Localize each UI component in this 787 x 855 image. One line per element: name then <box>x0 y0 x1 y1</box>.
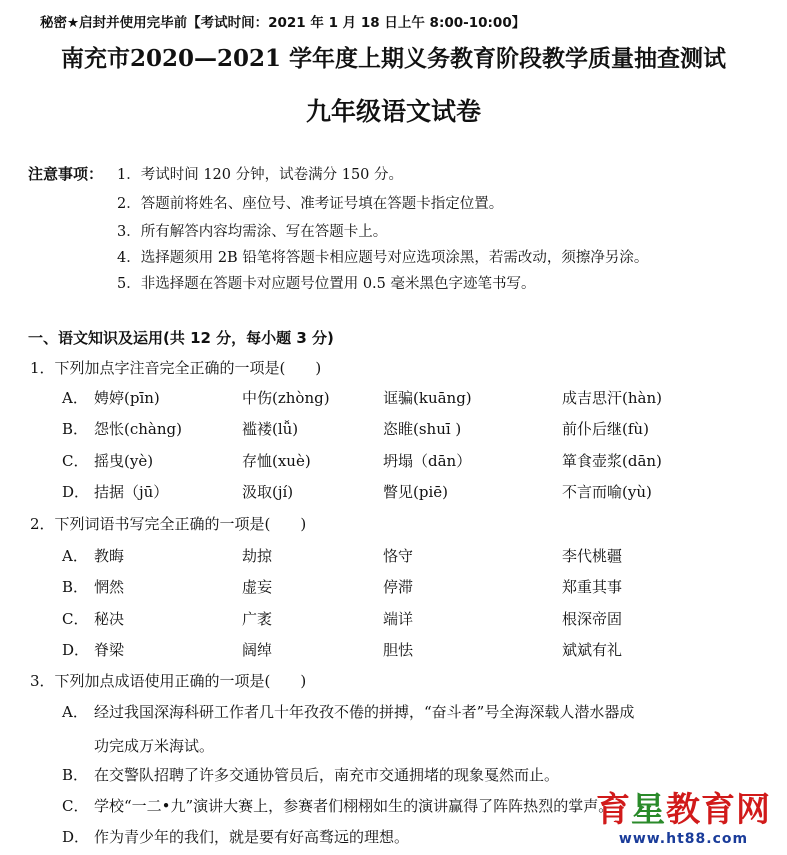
option-item: 前仆后继(fù) <box>562 420 649 438</box>
option-item: 汲取(jí) <box>242 483 294 501</box>
option-letter: A． <box>62 547 88 565</box>
option-item: 瞥见(piē) <box>383 483 448 501</box>
option-item: 脊梁 <box>94 641 125 659</box>
option-item: 存恤(xuè) <box>242 452 311 470</box>
section-title: 一、语文知识及运用(共 12 分，每小题 3 分) <box>28 329 334 347</box>
option-item: 惘然 <box>94 578 125 596</box>
option-item: 中伤(zhòng) <box>242 389 330 407</box>
note-item: 4．选择题须用 2B 铅笔将答题卡相应题号对应选项涂黑，若需改动，须擦净另涂。 <box>117 250 649 266</box>
option-item: 广袤 <box>242 610 273 628</box>
option-item: 拮据（jū） <box>94 483 169 501</box>
option-letter: C． <box>62 797 89 815</box>
option-item: 怨怅(chàng) <box>94 420 182 438</box>
option-item: 李代桃疆 <box>562 547 623 565</box>
option-item: 劫掠 <box>242 547 273 565</box>
question-2-stem: 2．下列词语书写完全正确的一项是( ) <box>30 515 307 533</box>
question-1-stem: 1．下列加点字注音完全正确的一项是( ) <box>30 359 322 377</box>
option-item: 成吉思汗(hàn) <box>562 389 662 407</box>
secret-header: 秘密★启封并使用完毕前【考试时间：2021 年 1 月 18 日上午 8:00-10:00】 <box>40 15 526 31</box>
option-letter: D． <box>62 828 90 846</box>
option-letter: A． <box>62 703 88 721</box>
option-item: 褴褛(lǚ) <box>242 420 299 438</box>
option-item: 斌斌有礼 <box>562 641 623 659</box>
option-item: 虚妄 <box>242 578 273 596</box>
option-letter: C． <box>62 610 89 628</box>
watermark-url: www.ht88.com <box>618 831 749 847</box>
option-item: 诓骗(kuāng) <box>383 389 472 407</box>
option-text-continued: 功完成万米海试。 <box>94 737 215 755</box>
option-item: 箪食壶浆(dān) <box>562 452 662 470</box>
paper-title: 九年级语文试卷 <box>305 97 481 126</box>
option-item: 恣睢(shuī ) <box>383 420 462 438</box>
option-item: 恪守 <box>383 547 414 565</box>
notes-label: 注意事项： <box>28 165 104 183</box>
watermark <box>596 782 771 847</box>
option-item: 郑重其事 <box>562 578 623 596</box>
option-letter: B． <box>62 420 89 438</box>
option-item: 端详 <box>383 610 414 628</box>
question-3-stem: 3．下列加点成语使用正确的一项是( ) <box>30 672 307 690</box>
option-letter: A． <box>62 389 88 407</box>
option-item: 胆怯 <box>383 641 414 659</box>
option-letter: D． <box>62 641 90 659</box>
option-text: 学校“一二•九”演讲大赛上，参赛者们栩栩如生的演讲赢得了阵阵热烈的掌声。 <box>94 797 614 815</box>
option-item: 娉婷(pīn) <box>94 389 160 407</box>
option-item: 坍塌（dān） <box>383 452 472 470</box>
note-item: 1．考试时间 120 分钟，试卷满分 150 分。 <box>117 167 404 183</box>
note-item: 5．非选择题在答题卡对应题号位置用 0.5 毫米黑色字迹笔书写。 <box>117 276 536 292</box>
option-letter: B． <box>62 578 89 596</box>
option-item: 教晦 <box>94 547 125 565</box>
note-item: 3．所有解答内容均需涂、写在答题卡上。 <box>117 224 388 240</box>
option-item: 不言而喻(yù) <box>562 483 652 501</box>
option-item: 停滞 <box>383 578 414 596</box>
option-text: 经过我国深海科研工作者几十年孜孜不倦的拼搏，“奋斗者”号全海深载人潜水器成 <box>94 703 635 721</box>
watermark-logo: 育星教育网 <box>596 790 771 830</box>
option-item: 根深帝固 <box>562 610 623 628</box>
option-item: 秘决 <box>94 610 125 628</box>
option-letter: C． <box>62 452 89 470</box>
option-text: 作为青少年的我们，就是要有好高骛远的理想。 <box>94 828 410 846</box>
exam-title: 南充市2020—2021 学年度上期义务教育阶段教学质量抽查测试 <box>60 45 727 72</box>
option-letter: B． <box>62 766 89 784</box>
option-item: 阔绰 <box>242 641 273 659</box>
option-letter: D． <box>62 483 90 501</box>
note-item: 2．答题前将姓名、座位号、准考证号填在答题卡指定位置。 <box>117 196 504 212</box>
option-text: 在交警队招聘了许多交通协管员后，南充市交通拥堵的现象戛然而止。 <box>94 766 560 784</box>
option-item: 摇曳(yè) <box>94 452 154 470</box>
